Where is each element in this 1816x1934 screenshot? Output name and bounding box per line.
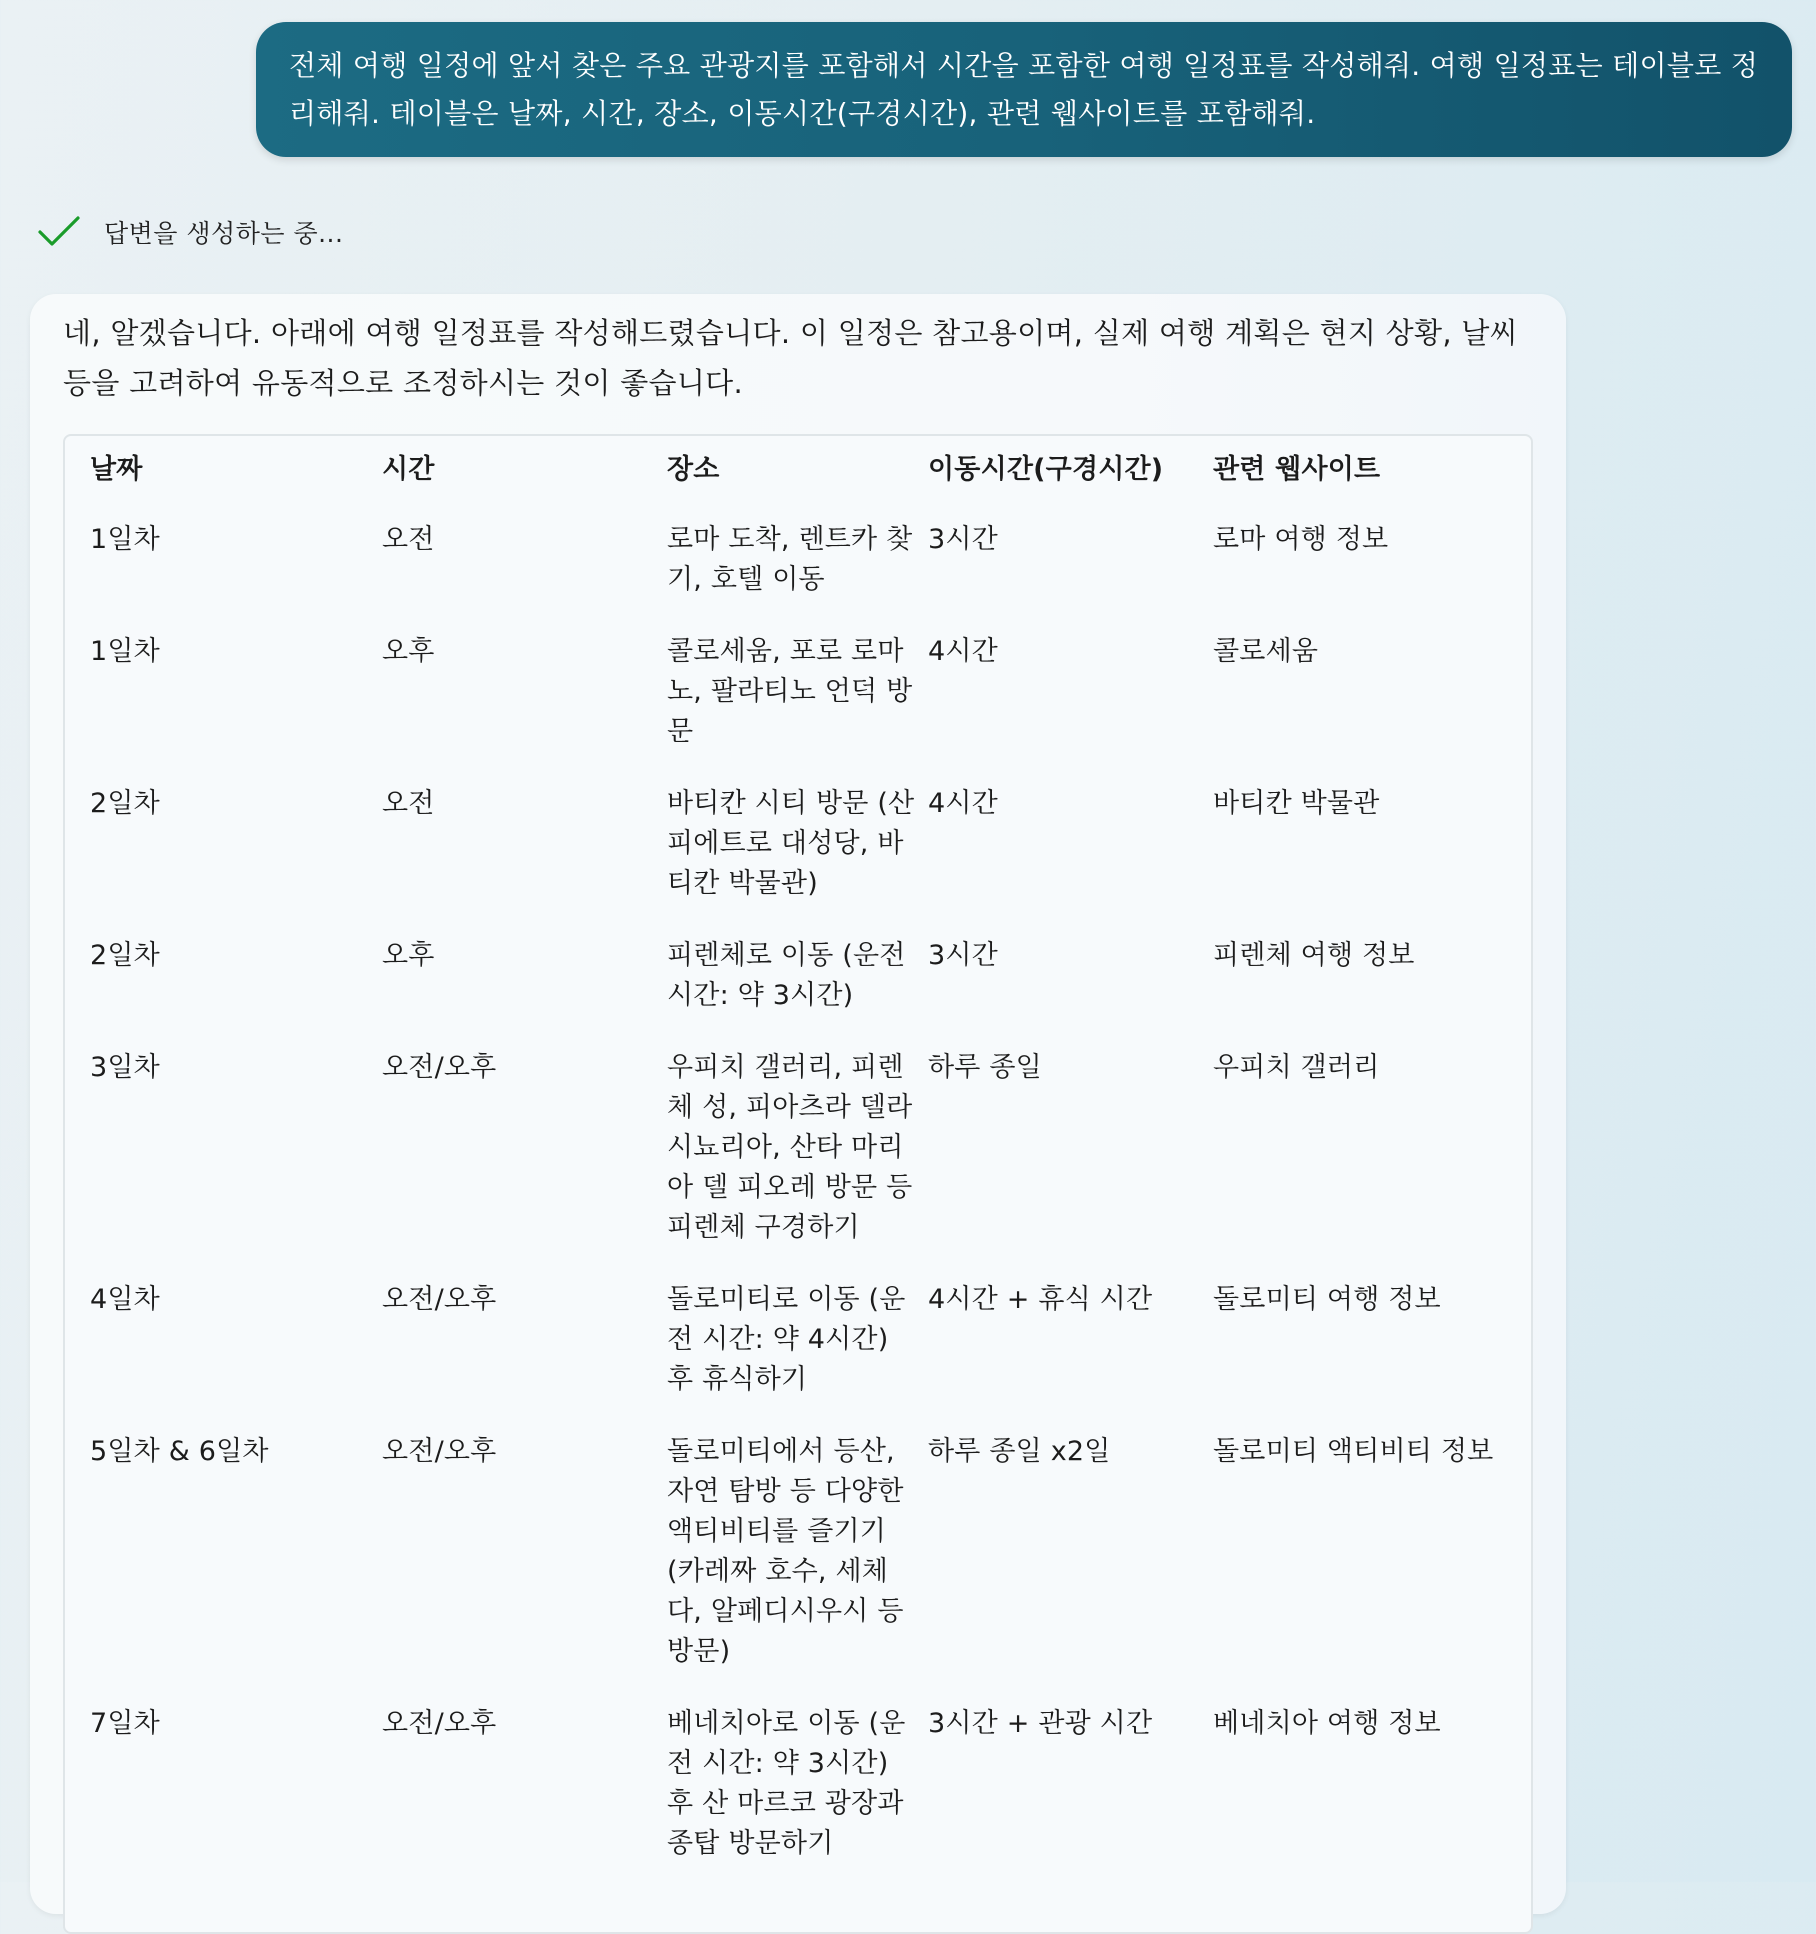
cell-date: 4일차 <box>90 1284 160 1315</box>
cell-date: 7일차 <box>90 1708 160 1739</box>
cell-place: 돌로미티에서 등산, 자연 탐방 등 다양한 액티비티를 즐기기 (카레짜 호수, 세체다, 알페디시우시 등 방문) <box>667 1436 904 1667</box>
cell-time: 오후 <box>382 636 435 667</box>
cell-time: 오전/오후 <box>382 1052 497 1083</box>
cell-travel-time: 3시간 <box>928 524 998 555</box>
cell-time: 오전 <box>382 788 435 819</box>
header-time: 시간 <box>382 454 435 485</box>
cell-website: 피렌체 여행 정보 <box>1213 940 1415 971</box>
cell-travel-time: 3시간 <box>928 940 998 971</box>
cell-place: 로마 도착, 렌트카 찾기, 호텔 이동 <box>667 524 913 595</box>
header-date: 날짜 <box>90 454 143 485</box>
header-place: 장소 <box>667 454 720 485</box>
cell-place: 바티칸 시티 방문 (산 피에트로 대성당, 바티칸 박물관) <box>667 788 915 899</box>
check-icon <box>37 214 81 250</box>
header-travel-time: 이동시간(구경시간) <box>928 454 1164 485</box>
table-row <box>65 784 1535 936</box>
cell-date: 1일차 <box>90 636 160 667</box>
cell-date: 5일차 & 6일차 <box>90 1436 269 1467</box>
cell-travel-time: 하루 종일 <box>928 1052 1042 1083</box>
cell-time: 오전/오후 <box>382 1436 497 1467</box>
itinerary-table <box>65 436 1535 1896</box>
generation-status <box>37 212 343 252</box>
itinerary-table-container <box>63 434 1533 1934</box>
cell-time: 오전/오후 <box>382 1708 497 1739</box>
table-row <box>65 936 1535 1048</box>
response-intro: 네, 알겠습니다. 아래에 여행 일정표를 작성해드렸습니다. 이 일정은 참고용이며, 실제 여행 계획은 현지 상황, 날씨 등을 고려하여 유동적으로 조정하시는 것이 좋습니다. <box>63 316 1518 400</box>
table-header-row <box>65 436 1535 520</box>
cell-website: 콜로세움 <box>1213 636 1319 667</box>
table-row <box>65 1704 1535 1896</box>
cell-website: 베네치아 여행 정보 <box>1213 1708 1441 1739</box>
cell-place: 우피치 갤러리, 피렌체 성, 피아츠라 델라 시뇨리아, 산타 마리아 델 피오레 방문 등 피렌체 구경하기 <box>667 1052 913 1243</box>
cell-travel-time: 3시간 + 관광 시간 <box>928 1708 1153 1739</box>
cell-time: 오전 <box>382 524 435 555</box>
cell-date: 2일차 <box>90 788 160 819</box>
cell-website: 바티칸 박물관 <box>1213 788 1380 819</box>
cell-travel-time: 4시간 + 휴식 시간 <box>928 1284 1153 1315</box>
user-message-bubble <box>256 22 1792 157</box>
table-row <box>65 520 1535 632</box>
cell-website: 돌로미티 액티비티 정보 <box>1213 1436 1494 1467</box>
table-row <box>65 1432 1535 1704</box>
cell-website: 돌로미티 여행 정보 <box>1213 1284 1441 1315</box>
cell-place: 돌로미티로 이동 (운전 시간: 약 4시간) 후 휴식하기 <box>667 1284 906 1395</box>
cell-time: 오전/오후 <box>382 1284 497 1315</box>
cell-website: 로마 여행 정보 <box>1213 524 1389 555</box>
assistant-response-card <box>30 294 1566 1914</box>
table-row <box>65 1280 1535 1432</box>
cell-travel-time: 4시간 <box>928 636 998 667</box>
cell-travel-time: 4시간 <box>928 788 998 819</box>
cell-place: 피렌체로 이동 (운전 시간: 약 3시간) <box>667 940 906 1011</box>
user-message-text: 전체 여행 일정에 앞서 찾은 주요 관광지를 포함해서 시간을 포함한 여행 일정표를 작성해줘. 여행 일정표는 테이블로 정리해줘. 테이블은 날짜, 시간, 장소, 이동시간(구경시간), 관련 웹사이트를 포함해줘. <box>289 49 1759 130</box>
header-website: 관련 웹사이트 <box>1213 454 1381 485</box>
cell-travel-time: 하루 종일 x2일 <box>928 1436 1111 1467</box>
cell-date: 2일차 <box>90 940 160 971</box>
cell-place: 베네치아로 이동 (운전 시간: 약 3시간) 후 산 마르코 광장과 종탑 방문하기 <box>667 1708 906 1859</box>
table-row <box>65 632 1535 784</box>
table-row <box>65 1048 1535 1280</box>
cell-date: 1일차 <box>90 524 160 555</box>
status-text: 답변을 생성하는 중... <box>104 219 344 248</box>
cell-date: 3일차 <box>90 1052 160 1083</box>
cell-website: 우피치 갤러리 <box>1213 1052 1380 1083</box>
cell-place: 콜로세움, 포로 로마노, 팔라티노 언덕 방문 <box>667 636 913 747</box>
cell-time: 오후 <box>382 940 435 971</box>
